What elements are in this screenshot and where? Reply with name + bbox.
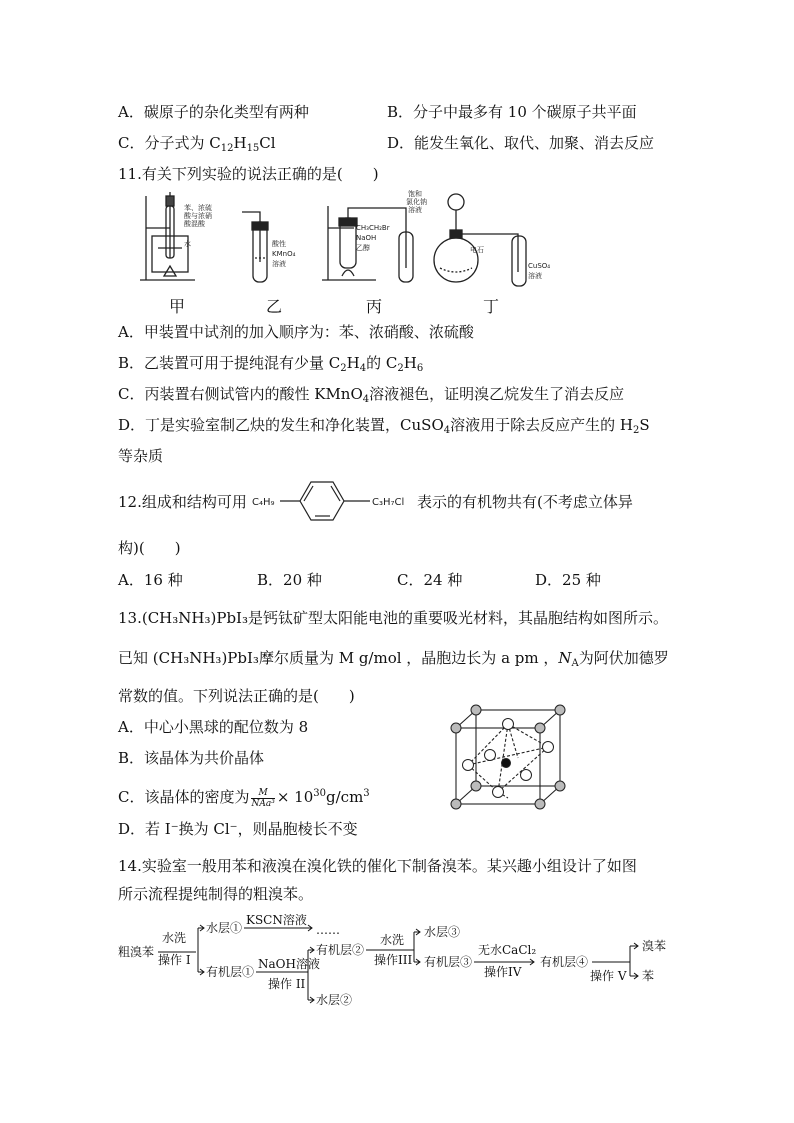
q12-option-c: C．24 种 — [397, 571, 463, 589]
q11-option-c: C．丙装置右侧试管内的酸性 KMnO$_4$溶液褪色，证明溴乙烷发生了消去反应 — [118, 385, 625, 405]
q11-option-d: D．丁是实验室制乙炔的发生和净化装置，CuSO$_4$溶液用于除去反应产生的 $H_2S$ — [118, 416, 650, 436]
q11-stem: 11.有关下列实验的说法正确的是( ) — [118, 165, 379, 183]
flow-org2: 有机层② — [316, 943, 365, 957]
yi-reagent-label-3: 溶液 — [272, 260, 286, 268]
q10-option-d: D．能发生氧化、取代、加聚、消去反应 — [387, 134, 655, 152]
flow-op4-top: 无水CaCl₂ — [478, 943, 537, 957]
yi-reagent-label-2: KMnO₄ — [272, 250, 296, 258]
q12-option-a: A．16 种 — [118, 571, 183, 589]
q13-stem-line2: 已知 (CH₃NH₃)PbI₃摩尔质量为 M g/mol ，晶胞边长为 a pm ，$N_A$为阿伏加德罗 — [118, 649, 669, 669]
flow-op1-top: 水洗 — [162, 931, 187, 945]
q10-option-b: B．分子中最多有 10 个碳原子共平面 — [387, 103, 637, 121]
apparatus-label-ding: 丁 — [483, 297, 500, 316]
flow-op1-bottom: 操作 I — [158, 953, 191, 967]
flow-op3-bottom: 操作III — [374, 953, 413, 967]
q14-stem-line2: 所示流程提纯制得的粗溴苯。 — [118, 885, 314, 903]
flow-product1: 溴苯 — [642, 939, 667, 953]
flow-org1: 有机层① — [206, 965, 255, 979]
jia-water-label: 水 — [184, 240, 191, 248]
bing-reagent-label-3: 乙醇 — [356, 244, 370, 252]
q13-stem-line1: 13.(CH₃NH₃)PbI₃是钙钛矿型太阳能电池的重要吸光材料，其晶胞结构如图所示。 — [118, 609, 668, 627]
q14-flow-diagram — [116, 914, 676, 1012]
ding-funnel-label-2: 氯化钠 — [406, 198, 427, 206]
jia-reagent-label-2: 酸与浓硝 — [184, 212, 212, 220]
bing-reagent-label-1: CH₃CH₂Br — [356, 224, 390, 232]
ding-funnel-label-1: 饱和 — [408, 190, 422, 198]
apparatus-label-yi: 乙 — [266, 297, 283, 316]
flow-dots: …… — [316, 923, 340, 937]
q13-option-a: A．中心小黑球的配位数为 8 — [118, 718, 309, 736]
flow-op3-top: 水洗 — [380, 933, 405, 947]
q10-option-c: C．分子式为 $C_{12}H_{15}Cl$ — [118, 134, 276, 154]
flow-op2-bottom: 操作 II — [268, 977, 306, 991]
q12-structure-figure — [252, 474, 414, 526]
bing-reagent-label-2: NaOH — [356, 234, 377, 242]
q12-left-group: C₄H₉ — [252, 497, 275, 508]
flow-op4-bottom: 操作IV — [484, 965, 522, 979]
q12-right-group: C₃H₇Cl — [372, 497, 405, 508]
flow-org4: 有机层④ — [540, 955, 589, 969]
q11-option-d-continued: 等杂质 — [118, 447, 164, 465]
apparatus-label-bing: 丙 — [366, 297, 383, 316]
q14-stem-line1: 14.实验室一般用苯和液溴在溴化铁的催化下制备溴苯。某兴趣小组设计了如图 — [118, 857, 637, 875]
q12-stem-prefix: 12.组成和结构可用 — [118, 493, 247, 511]
flow-water2: 水层② — [316, 993, 353, 1007]
q13-option-b: B．该晶体为共价晶体 — [118, 749, 265, 767]
yi-reagent-label-1: 酸性 — [272, 240, 286, 248]
apparatus-label-jia: 甲 — [169, 297, 186, 316]
jia-reagent-label-3: 酸混酸 — [184, 220, 205, 228]
ding-wash-label-2: 溶液 — [528, 272, 542, 280]
flow-water3: 水层③ — [424, 925, 461, 939]
ding-funnel-label-3: 溶液 — [408, 206, 422, 214]
q12-option-d: D．25 种 — [535, 571, 601, 589]
q11-option-b: B．乙装置可用于提纯混有少量 $C_2H_4$的 $C_2H_6$ — [118, 354, 424, 374]
q11-option-a: A．甲装置中试剂的加入顺序为：苯、浓硝酸、浓硫酸 — [118, 323, 474, 341]
q10-option-a: A．碳原子的杂化类型有两种 — [118, 103, 309, 121]
q11-apparatus-figure — [140, 188, 560, 296]
flow-org3: 有机层③ — [424, 955, 473, 969]
ding-solid-label: 电石 — [470, 246, 484, 254]
flow-start: 粗溴苯 — [118, 945, 155, 959]
q12-option-b: B．20 种 — [257, 571, 322, 589]
q12-stem-line2: 构)( ) — [118, 539, 181, 557]
q13-option-c: C．该晶体的密度为 M NAa³ × $10^{30}g/cm^3$ — [118, 787, 370, 809]
q12-stem-suffix: 表示的有机物共有(不考虑立体异 — [417, 493, 633, 511]
q13-option-d: D．若 I⁻换为 Cl⁻，则晶胞棱长不变 — [118, 820, 358, 838]
flow-op2-top: NaOH溶液 — [258, 957, 320, 971]
q13-stem-line3: 常数的值。下列说法正确的是( ) — [118, 687, 355, 705]
flow-product2: 苯 — [642, 969, 655, 983]
ding-wash-label-1: CuSO₄ — [528, 262, 551, 270]
flow-kscn: KSCN溶液 — [246, 914, 307, 927]
flow-water1: 水层① — [206, 921, 243, 935]
flow-op5-bottom: 操作 V — [590, 969, 627, 983]
q13-crystal-cell-figure — [440, 700, 580, 818]
jia-reagent-label-1: 苯、浓硫 — [184, 204, 212, 212]
